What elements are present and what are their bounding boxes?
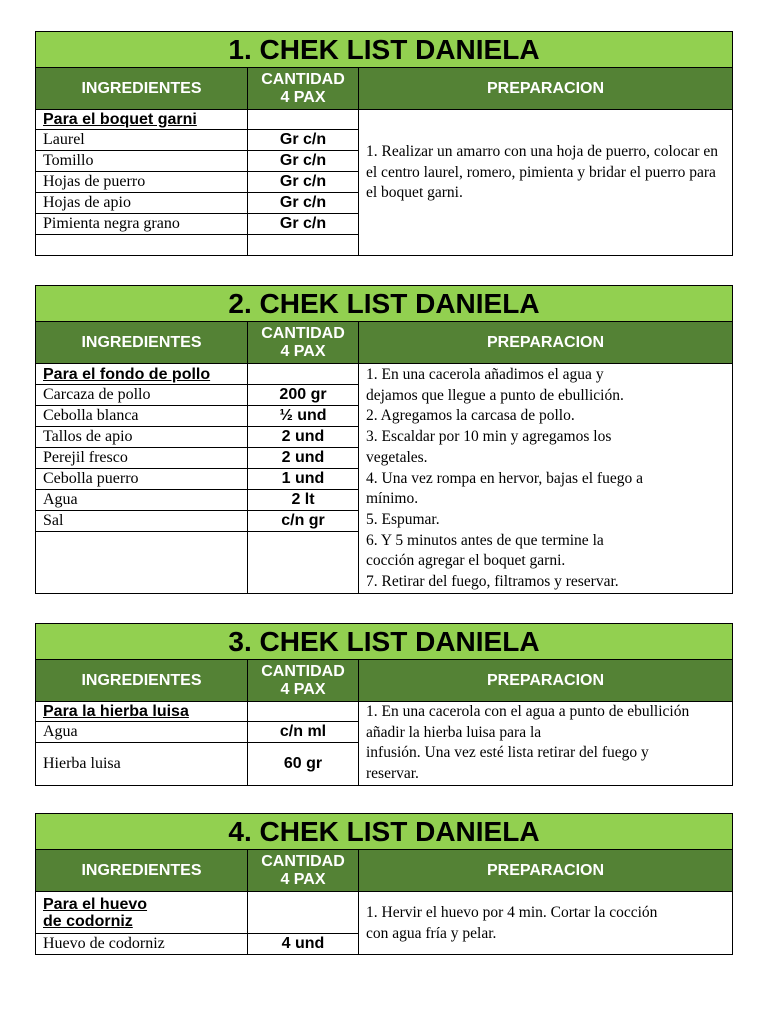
qty-cell: Gr c/n [248, 172, 359, 192]
qty-cell [248, 532, 359, 593]
ingredient-cell: Laurel [36, 130, 248, 150]
qty-cell: 1 und [248, 469, 359, 489]
ingredient-cell: Sal [36, 511, 248, 531]
header-preparacion: PREPARACION [486, 333, 605, 351]
section-subtitle: Para el fondo de pollo [36, 364, 248, 384]
header-cantidad: CANTIDAD 4 PAX [248, 322, 359, 363]
qty-cell: ½ und [248, 406, 359, 426]
ingredient-cell: Cebolla puerro [36, 469, 248, 489]
qty-cell [248, 892, 359, 933]
header-ingredientes: INGREDIENTES [36, 660, 248, 701]
checklist-card-3 [35, 623, 733, 786]
ingredient-cell: Agua [36, 722, 248, 742]
ingredient-cell: Huevo de codorniz [36, 934, 248, 954]
section-subtitle: Para la hierba luisa [36, 702, 248, 721]
header-cantidad: CANTIDAD 4 PAX [248, 660, 359, 701]
qty-cell [248, 702, 359, 721]
ingredient-cell: Cebolla blanca [36, 406, 248, 426]
card-title: 4. CHEK LIST DANIELA [36, 814, 732, 850]
header-preparacion: PREPARACION [486, 79, 605, 97]
qty-cell: Gr c/n [248, 214, 359, 234]
qty-cell [248, 235, 359, 255]
checklist-card-1 [35, 31, 733, 256]
qty-cell: 2 lt [248, 490, 359, 510]
table-header [36, 850, 732, 892]
qty-cell: c/n gr [248, 511, 359, 531]
ingredient-cell [36, 235, 248, 255]
table-header [36, 322, 732, 364]
card-title: 2. CHEK LIST DANIELA [36, 286, 732, 322]
card-title: 1. CHEK LIST DANIELA [36, 32, 732, 68]
qty-cell [248, 110, 359, 129]
qty-cell [248, 364, 359, 384]
qty-cell: Gr c/n [248, 193, 359, 213]
ingredient-cell: Pimienta negra grano [36, 214, 248, 234]
header-ingredientes: INGREDIENTES [36, 850, 248, 891]
header-ingredientes: INGREDIENTES [36, 68, 248, 109]
checklist-card-4 [35, 813, 733, 955]
ingredient-cell: Perejil fresco [36, 448, 248, 468]
header-preparacion: PREPARACION [486, 671, 605, 689]
qty-cell: Gr c/n [248, 130, 359, 150]
ingredient-cell: Carcaza de pollo [36, 385, 248, 405]
table-header [36, 68, 732, 110]
table-header [36, 660, 732, 702]
ingredient-cell: Hierba luisa [36, 743, 248, 785]
preparation-text: 1. En una cacerola con el agua a punto de ebullición añadir la hierba luisa para la infusión. Una vez esté lista retirar del fuego y reservar. [358, 702, 732, 785]
ingredient-cell: Hojas de puerro [36, 172, 248, 192]
ingredient-cell: Agua [36, 490, 248, 510]
preparation-text: 1. En una cacerola añadimos el agua y dejamos que llegue a punto de ebullición. 2. Agregamos la carcasa de pollo. 3. Escaldar por 10 min y agregamos los vegetales. 4. Una vez rompa en hervor, bajas el fuego a mínimo. 5. Espumar. 6. Y 5 minutos antes de que termine la cocción agregar el boquet garni. 7. Retirar del fuego, filtramos y reservar. [358, 364, 732, 593]
header-cantidad: CANTIDAD 4 PAX [248, 68, 359, 109]
qty-cell: 200 gr [248, 385, 359, 405]
ingredient-cell: Hojas de apio [36, 193, 248, 213]
header-cantidad: CANTIDAD 4 PAX [248, 850, 359, 891]
header-preparacion: PREPARACION [486, 861, 605, 879]
checklist-card-2 [35, 285, 733, 594]
qty-cell: 4 und [248, 934, 359, 954]
ingredient-cell: Tallos de apio [36, 427, 248, 447]
preparation-text: 1. Hervir el huevo por 4 min. Cortar la cocción con agua fría y pelar. [358, 892, 732, 954]
qty-cell: 2 und [248, 427, 359, 447]
section-subtitle: Para el boquet garni [36, 110, 248, 129]
card-title: 3. CHEK LIST DANIELA [36, 624, 732, 660]
header-ingredientes: INGREDIENTES [36, 322, 248, 363]
preparation-text: 1. Realizar un amarro con una hoja de puerro, colocar en el centro laurel, romero, pimienta y bridar el puerro para el boquet garni. [358, 110, 732, 255]
section-subtitle: Para el huevo de codorniz [36, 892, 248, 933]
qty-cell: 2 und [248, 448, 359, 468]
qty-cell: c/n ml [248, 722, 359, 742]
ingredient-cell [36, 532, 248, 593]
qty-cell: Gr c/n [248, 151, 359, 171]
qty-cell: 60 gr [248, 743, 359, 785]
ingredient-cell: Tomillo [36, 151, 248, 171]
